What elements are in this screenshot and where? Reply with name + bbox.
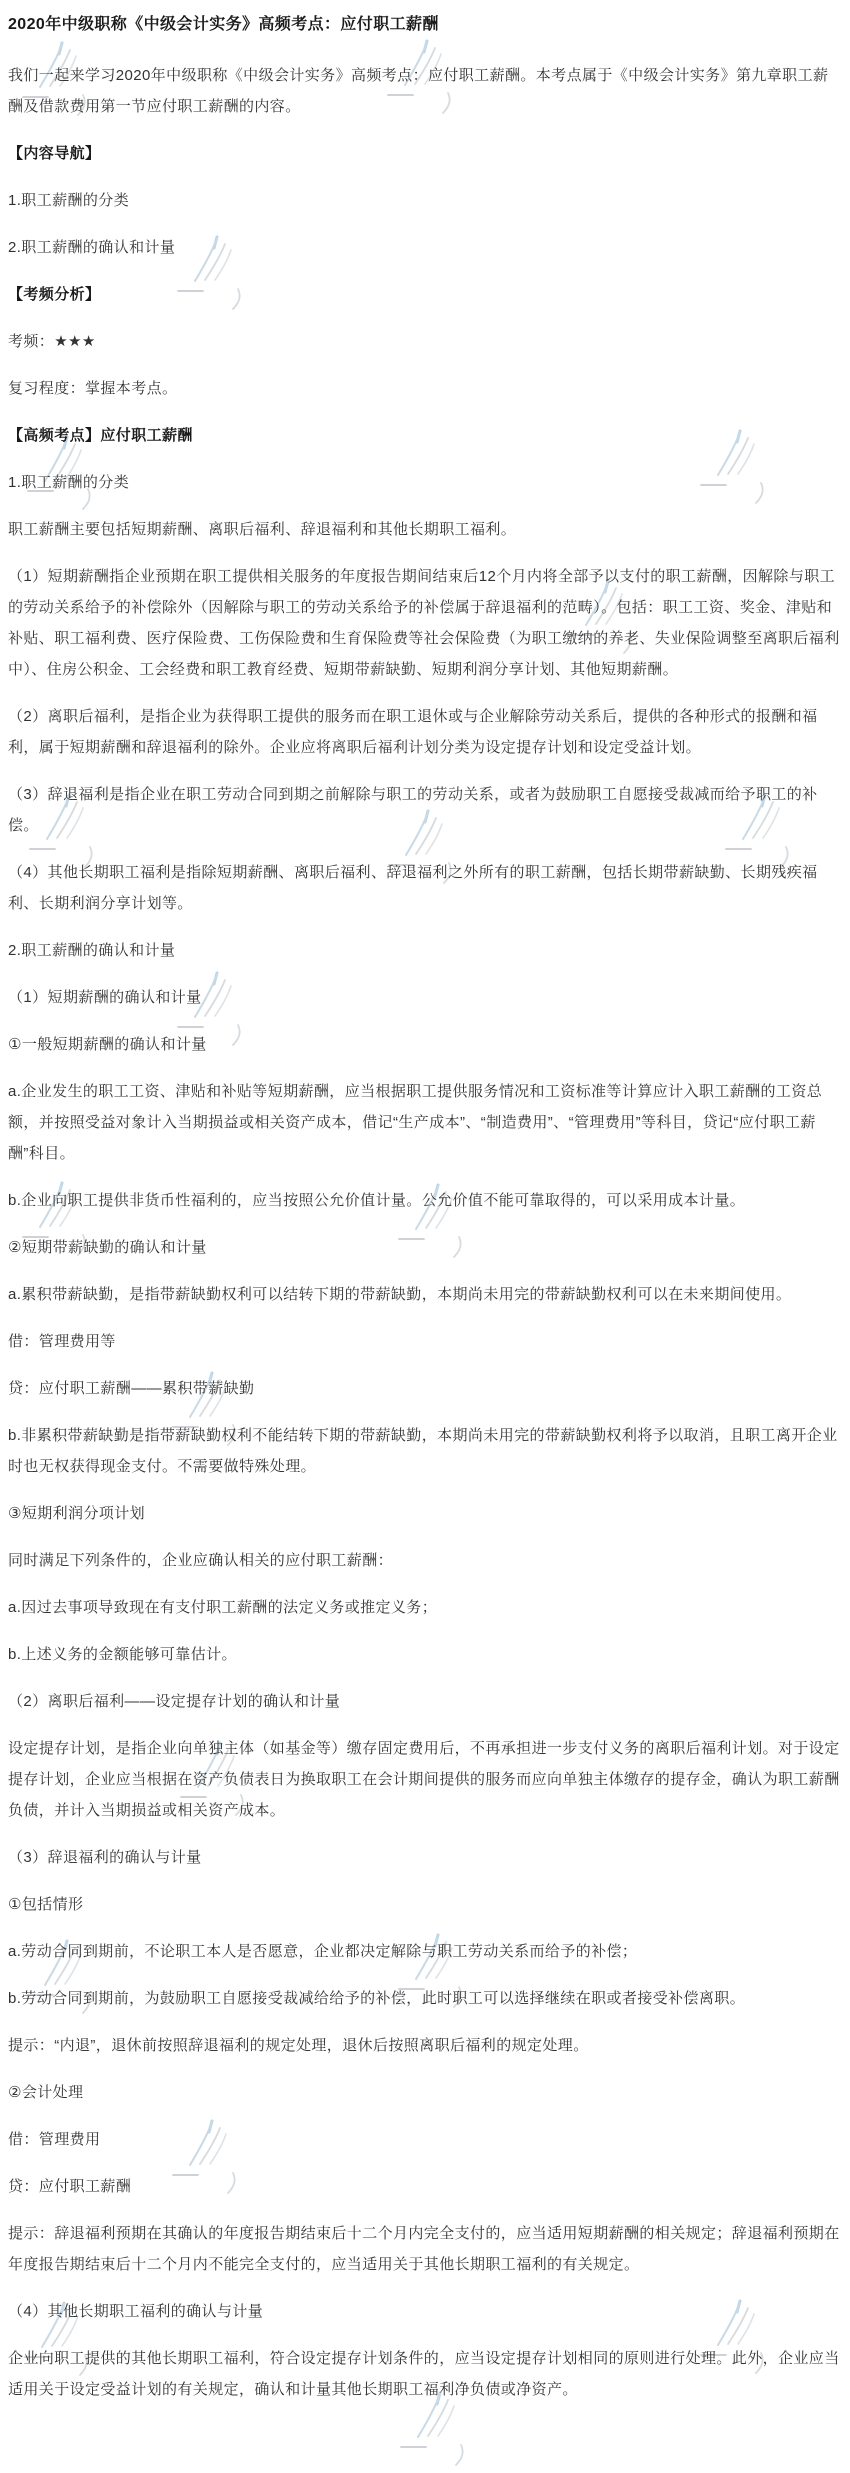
paragraph: 提示：辞退福利预期在其确认的年度报告期结束后十二个月内完全支付的，应当适用短期薪酬的相关规定；辞退福利预期在年度报告期结束后十二个月内不能完全支付的，应当适用关于其他长期职工福利的有关规定。: [8, 2225, 840, 2273]
paragraph: ①包括情形: [8, 1896, 84, 1913]
section-heading: 【内容导航】: [8, 145, 101, 162]
paragraph: （1）短期薪酬指企业预期在职工提供相关服务的年度报告期间结束后12个月内将全部予以支付的职工薪酬，因解除与职工的劳动关系给予的补偿除外（因解除与职工的劳动关系给予的补偿属于辞退福利的范畴）。包括：职工工资、奖金、津贴和补贴、职工福利费、医疗保险费、工伤保险费和生育保险费等社会保险费（为职工缴纳的养老、失业保险调整至离职后福利中）、住房公积金、工会经费和职工教育经费、短期带薪缺勤、短期利润分享计划、其他短期薪酬。: [8, 568, 840, 678]
paragraph: （3）辞退福利的确认与计量: [8, 1849, 202, 1866]
paragraph: 贷：应付职工薪酬: [8, 2178, 132, 2195]
paragraph: ②短期带薪缺勤的确认和计量: [8, 1239, 207, 1256]
paragraph: b.劳动合同到期前，为鼓励职工自愿接受裁减给给予的补偿，此时职工可以选择继续在职或者接受补偿离职。: [8, 1990, 746, 2007]
paragraph: （4）其他长期职工福利的确认与计量: [8, 2303, 264, 2320]
paragraph: 2.职工薪酬的确认和计量: [8, 942, 176, 959]
article-content: [8, 14, 840, 2405]
page-title: 2020年中级职称《中级会计实务》高频考点：应付职工薪酬: [8, 16, 439, 33]
paragraph: （3）辞退福利是指企业在职工劳动合同到期之前解除与职工的劳动关系，或者为鼓励职工自愿接受裁减而给予职工的补偿。: [8, 786, 818, 834]
paragraph: 考频：★★★: [8, 333, 96, 350]
paragraph: 企业向职工提供的其他长期职工福利，符合设定提存计划条件的，应当设定提存计划相同的原则进行处理。此外，企业应当适用关于设定受益计划的有关规定，确认和计量其他长期职工福利净负债或净资产。: [8, 2350, 840, 2398]
section-heading: 【高频考点】应付职工薪酬: [8, 427, 193, 444]
paragraph: a.累积带薪缺勤，是指带薪缺勤权利可以结转下期的带薪缺勤，本期尚未用完的带薪缺勤权利可以在未来期间使用。: [8, 1286, 792, 1303]
paragraph: 同时满足下列条件的，企业应确认相关的应付职工薪酬：: [8, 1552, 394, 1569]
paragraph: （4）其他长期职工福利是指除短期薪酬、离职后福利、辞退福利之外所有的职工薪酬，包括长期带薪缺勤、长期残疾福利、长期利润分享计划等。: [8, 864, 818, 912]
paragraph: 借：管理费用: [8, 2131, 101, 2148]
paragraph: 设定提存计划，是指企业向单独主体（如基金等）缴存固定费用后，不再承担进一步支付义务的离职后福利计划。对于设定提存计划，企业应当根据在资产负债表日为换取职工在会计期间提供的服务而应向单独主体缴存的提存金，确认为职工薪酬负债，并计入当期损益或相关资产成本。: [8, 1740, 840, 1819]
paragraph: ③短期利润分项计划: [8, 1505, 146, 1522]
paragraph: ①一般短期薪酬的确认和计量: [8, 1036, 207, 1053]
paragraph: 贷：应付职工薪酬——累积带薪缺勤: [8, 1380, 255, 1397]
paragraph: b.企业向职工提供非货币性福利的，应当按照公允价值计量。公允价值不能可靠取得的，可以采用成本计量。: [8, 1192, 746, 1209]
paragraph: 2.职工薪酬的确认和计量: [8, 239, 176, 256]
paragraph: ②会计处理: [8, 2084, 84, 2101]
paragraph: （1）短期薪酬的确认和计量: [8, 989, 202, 1006]
paragraph: 复习程度：掌握本考点。: [8, 380, 178, 397]
paragraph: b.上述义务的金额能够可靠估计。: [8, 1646, 237, 1663]
paragraph: a.企业发生的职工工资、津贴和补贴等短期薪酬，应当根据职工提供服务情况和工资标准等计算应计入职工薪酬的工资总额，并按照受益对象计入当期损益或相关资产成本，借记“生产成本”、“制造费用”、“管理费用”等科目，贷记“应付职工薪酬”科目。: [8, 1083, 823, 1162]
paragraph: 1.职工薪酬的分类: [8, 192, 130, 209]
paragraph: 职工薪酬主要包括短期薪酬、离职后福利、辞退福利和其他长期职工福利。: [8, 521, 517, 538]
section-heading: 【考频分析】: [8, 286, 101, 303]
paragraph: 借：管理费用等: [8, 1333, 116, 1350]
paragraph: 我们一起来学习2020年中级职称《中级会计实务》高频考点：应付职工薪酬。本考点属于《中级会计实务》第九章职工薪酬及借款费用第一节应付职工薪酬的内容。: [8, 67, 829, 115]
paragraph: b.非累积带薪缺勤是指带薪缺勤权利不能结转下期的带薪缺勤，本期尚未用完的带薪缺勤权利将予以取消，且职工离开企业时也无权获得现金支付。不需要做特殊处理。: [8, 1427, 838, 1475]
paragraph: 1.职工薪酬的分类: [8, 474, 130, 491]
paragraph: （2）离职后福利——设定提存计划的确认和计量: [8, 1693, 341, 1710]
paragraph: 提示：“内退”，退休前按照辞退福利的规定处理，退休后按照离职后福利的规定处理。: [8, 2037, 589, 2054]
paragraph: （2）离职后福利，是指企业为获得职工提供的服务而在职工退休或与企业解除劳动关系后，提供的各种形式的报酬和福利，属于短期薪酬和辞退福利的除外。企业应将离职后福利计划分类为设定提存计划和设定受益计划。: [8, 708, 818, 756]
paragraph: a.因过去事项导致现在有支付职工薪酬的法定义务或推定义务；: [8, 1599, 438, 1616]
paragraph: a.劳动合同到期前，不论职工本人是否愿意，企业都决定解除与职工劳动关系而给予的补偿；: [8, 1943, 638, 1960]
